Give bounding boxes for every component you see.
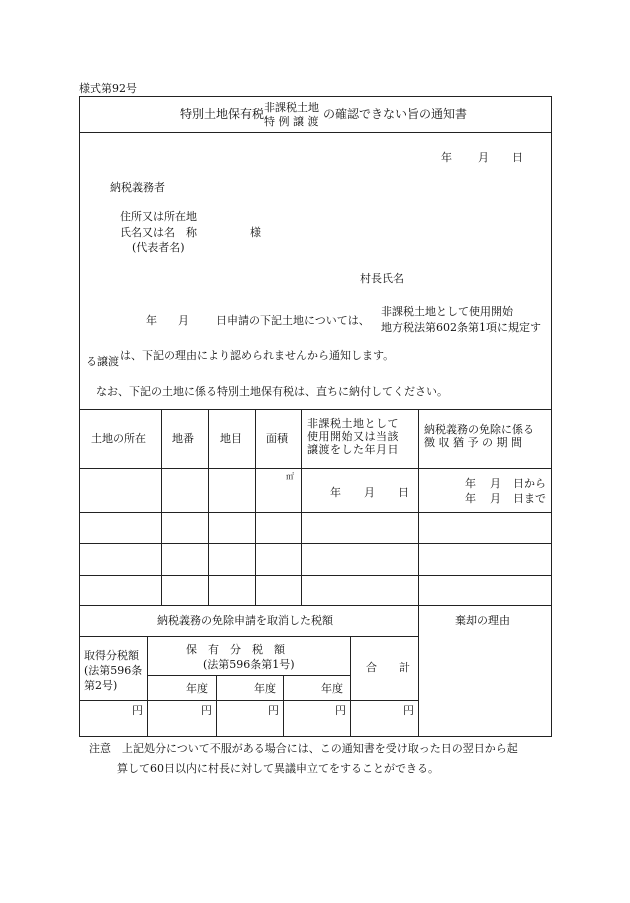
row-date-day: 日 [398, 486, 409, 499]
honorific: 様 [250, 226, 261, 239]
holding-tax-law: (法第596条第1号) [203, 658, 295, 671]
body-continuation: は、下記の理由により認められませんから通知します。 [120, 349, 395, 362]
fiscal-year-3: 年度 [321, 682, 343, 695]
yen-fiscal-1: 円 [201, 704, 212, 717]
body-alt-statute: 地方税法第602条第1項に規定す [381, 321, 541, 334]
period-from-year: 年 [465, 477, 476, 490]
fiscal-year-1: 年度 [186, 682, 208, 695]
footnote-line-2: 算して60日以内に村長に対して異議申立てをすることができる。 [117, 762, 439, 775]
title-divider [79, 132, 552, 133]
footnote-line-1: 注意 上記処分について不服がある場合には、この通知書を受け取った日の翌日から起 [89, 742, 518, 755]
land-col-1 [161, 409, 162, 605]
header-land-category: 地目 [220, 432, 242, 445]
period-to-year: 年 [465, 492, 476, 505]
cancel-col-1 [147, 636, 148, 737]
header-location: 土地の所在 [91, 432, 146, 445]
period-to-day: 日まで [513, 492, 546, 505]
land-row-1-bottom [79, 512, 552, 513]
form-number: 様式第92号 [79, 82, 137, 95]
fiscal-year-2: 年度 [254, 682, 276, 695]
date-day: 日 [512, 151, 523, 164]
land-col-2 [208, 409, 209, 605]
body-year: 年 [146, 314, 157, 327]
fiscal-col-1 [216, 675, 217, 737]
land-col-5 [418, 409, 419, 737]
land-col-4 [301, 409, 302, 605]
period-from-day: 日から [513, 477, 546, 490]
period-to-month: 月 [490, 492, 501, 505]
address-label: 住所又は所在地 [120, 210, 197, 223]
cancel-header-bottom [79, 700, 418, 701]
acquired-tax-label: 取得分税額 (法第596条 第2号) [84, 649, 143, 692]
body-day-text: 日申請の下記土地については、 [216, 314, 370, 327]
land-row-3-bottom [79, 575, 552, 576]
mayor-name-label: 村長氏名 [360, 272, 404, 285]
cancel-heading-bottom [79, 636, 418, 637]
yen-total: 円 [403, 704, 414, 717]
land-header-bottom [79, 468, 552, 469]
land-table-top [79, 409, 552, 410]
period-from-month: 月 [490, 477, 501, 490]
yen-acquired: 円 [132, 704, 143, 717]
row-date-year: 年 [330, 486, 341, 499]
title-suffix: の確認できない旨の通知書 [323, 107, 468, 121]
yen-fiscal-2: 円 [268, 704, 279, 717]
header-start-date: 非課税土地として 使用開始又は当該 譲渡をした年月日 [307, 417, 399, 456]
taxpayer-heading: 納税義務者 [110, 181, 165, 194]
header-exemption-period: 納税義務の免除に係る 徴 収 猶 予 の 期 間 [424, 423, 534, 449]
cancel-col-total [350, 636, 351, 737]
row-date-month: 月 [364, 486, 375, 499]
date-month: 月 [478, 151, 489, 164]
land-table-bottom [79, 605, 552, 606]
representative-label: (代表者名) [132, 241, 185, 254]
yen-fiscal-3: 円 [335, 704, 346, 717]
land-row-2-bottom [79, 543, 552, 544]
date-year: 年 [441, 151, 452, 164]
holding-tax-label: 保 有 分 税 額 [186, 643, 285, 656]
header-lot-number: 地番 [172, 432, 194, 445]
fiscal-col-2 [283, 675, 284, 737]
header-area: 面積 [266, 432, 288, 445]
body-note: なお、下記の土地に係る特別土地保有税は、直ちに納付してください。 [96, 385, 448, 398]
holding-law-bottom [147, 675, 350, 676]
rejection-reason-heading: 棄却の理由 [455, 614, 510, 627]
body-month: 月 [178, 314, 189, 327]
area-unit: ㎡ [286, 472, 294, 481]
name-label: 氏名又は名 称 [120, 226, 197, 239]
land-col-3 [255, 409, 256, 605]
total-label: 合 計 [366, 661, 410, 674]
title-prefix: 特別土地保有税 [180, 107, 265, 121]
title-option-nontaxable: 非課税土地 [264, 101, 319, 114]
body-alt-nontaxable: 非課税土地として使用開始 [381, 305, 513, 318]
cancelled-tax-heading: 納税義務の免除申請を取消した税額 [157, 614, 333, 627]
title-option-special-transfer: 特 例 譲 渡 [264, 115, 319, 128]
body-alt-statute-end: る譲渡 [86, 355, 119, 368]
